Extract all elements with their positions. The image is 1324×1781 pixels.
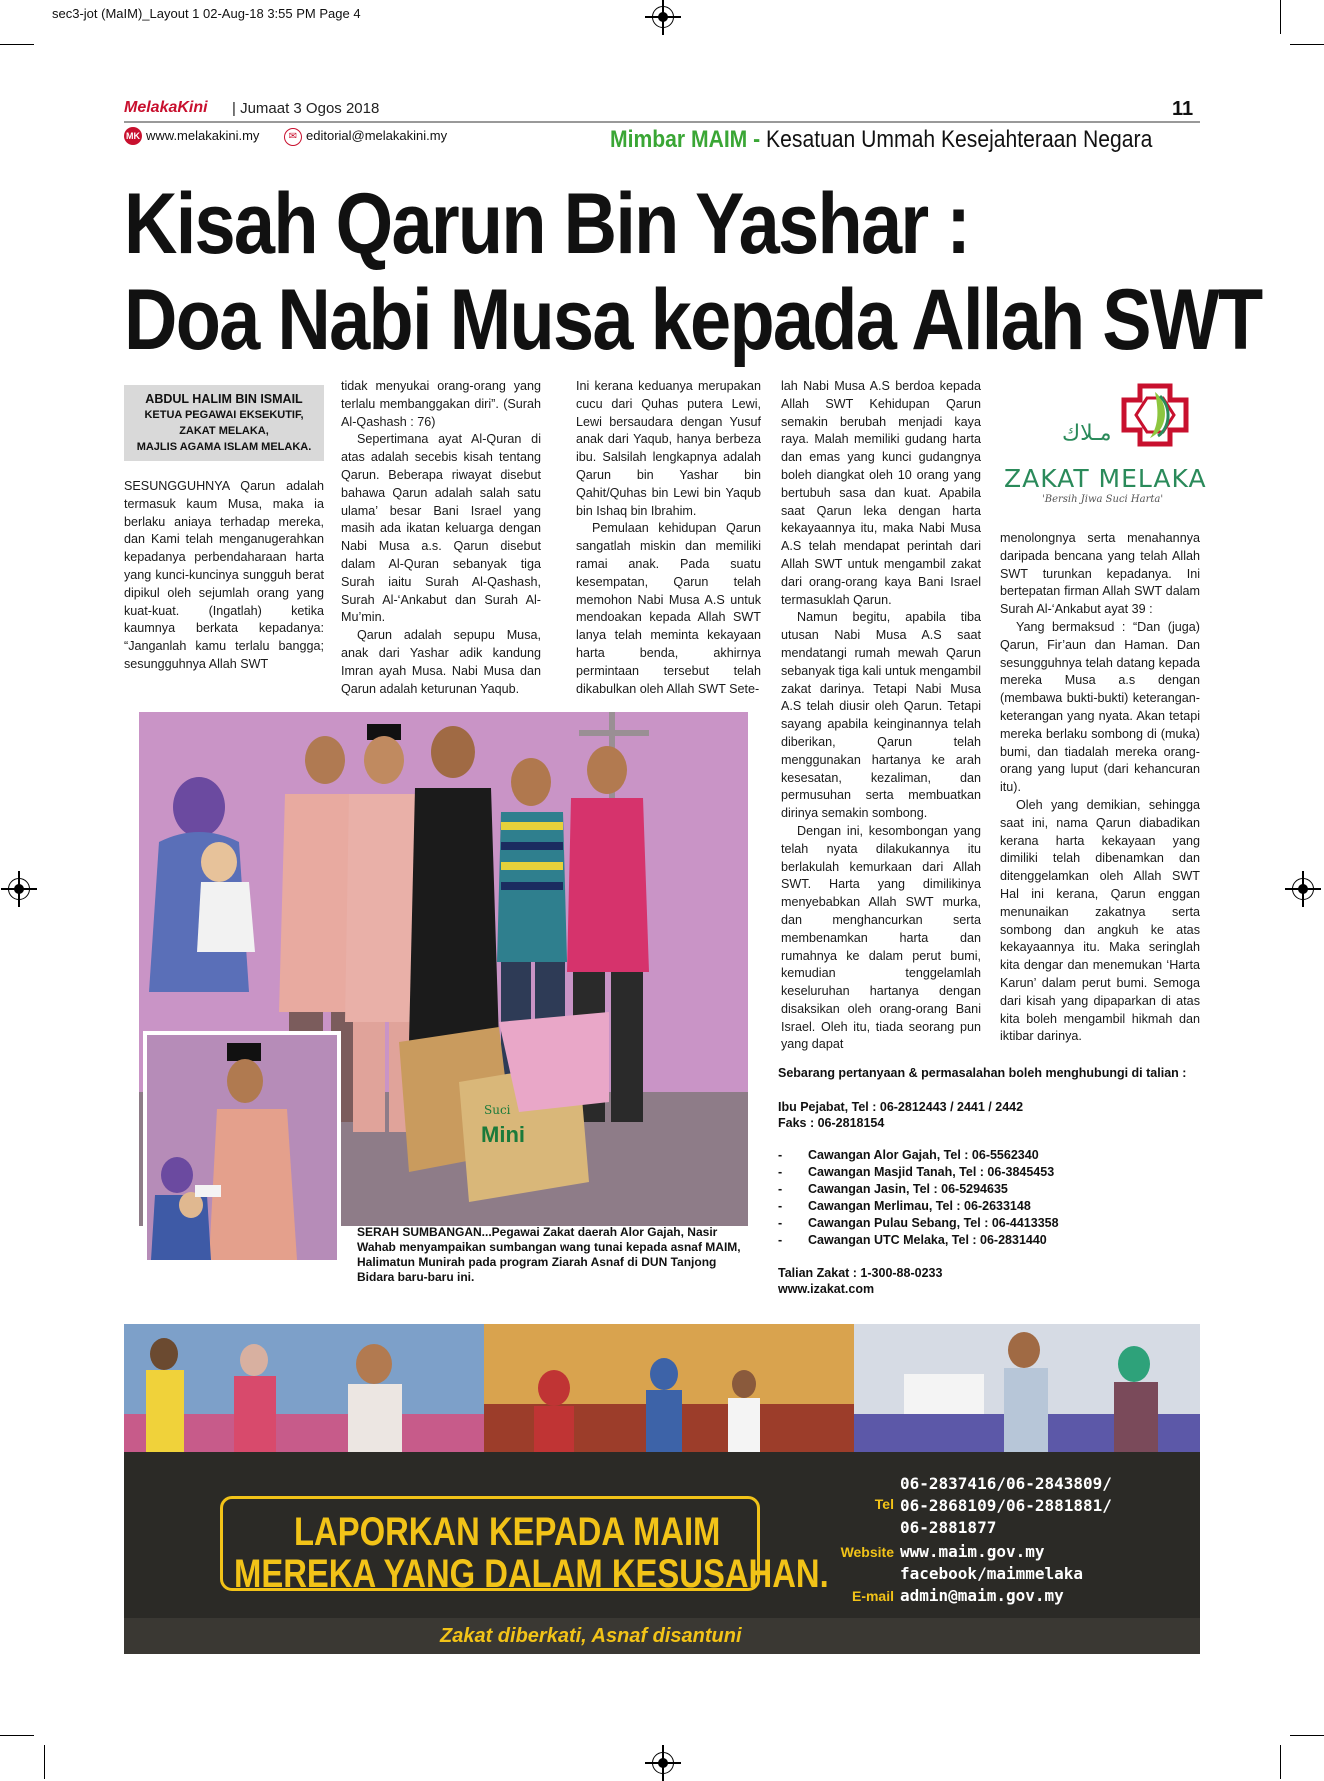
- contact-hq: Ibu Pejabat, Tel : 06-2812443 / 2441 / 2442: [778, 1100, 1024, 1114]
- website-link[interactable]: www.melakakini.my: [146, 128, 260, 143]
- crop-mark: [44, 1745, 45, 1779]
- headline-line-1: Kisah Qarun Bin Yashar :: [124, 176, 970, 272]
- article-paragraph: Qarun adalah sepupu Musa, anak dari Yashar adik kandung Imran ayah Musa. Nabi Musa dan Qarun adalah keturunan Yaqub.: [341, 628, 541, 696]
- header-divider: [124, 121, 1200, 123]
- donation-photo-illustration: [147, 1035, 337, 1260]
- banner-footer-text: Zakat diberkati, Asnaf disantuni: [440, 1625, 742, 1647]
- article-paragraph: menolongnya serta menahannya daripada bencana yang telah Allah SWT turunkan kepadanya. Ini bertepatan firman Allah SWT dalam Surah Al-‘Ankabut ayat 39 :: [1000, 531, 1200, 617]
- article-paragraph: Sepertimana ayat Al-Quran di atas adalah secebis kisah tentang Qarun. Beberapa riwayat disebut bahawa Qarun adalah salah satu ulama’ besar Bani Israel yang masih ada ikatan keluarga dengan Nabi Musa a.s. Qarun disebut dalam Al-Quran sebanyak tiga Surah iaitu Surah Al-Qashash, Surah Al-‘Ankabut dan Surah Al-Mu’min.: [341, 432, 541, 625]
- banner-website[interactable]: www.maim.gov.my: [900, 1542, 1045, 1561]
- article-column-1: [124, 478, 324, 674]
- registration-mark-icon: [652, 1752, 674, 1774]
- banner-email-label: E-mail: [851, 1588, 894, 1604]
- article-headline: [124, 176, 1262, 368]
- author-title-1: KETUA PEGAWAI EKSEKUTIF,: [144, 409, 304, 421]
- contact-intro: Sebarang pertanyaan & permasalahan boleh menghubungi di talian :: [778, 1066, 1187, 1080]
- crop-mark: [1280, 0, 1281, 34]
- branch-text: Cawangan Jasin, Tel : 06-5294635: [808, 1182, 1008, 1196]
- byline-box: [124, 385, 324, 461]
- article-paragraph: Ini kerana keduanya merupakan cucu dari Quhas putera Lewi, Lewi bersaudara dengan Yusuf anak dari Yaqub, hanya berbeza ibu. Salsilah lengkapnya adalah Qarun bin Yashar bin Qahit/Quhas bin Lewi bin Yaqub bin Ishaq bin Ibrahim.: [576, 379, 761, 518]
- email-link[interactable]: editorial@melakakini.my: [306, 128, 448, 143]
- registration-mark-icon: [1292, 878, 1314, 900]
- article-paragraph: Namun begitu, apabila tiba utusan Nabi Musa A.S saat mendatangi rumah mewah Qarun sebanyak tiga kali untuk mengambil zakat darinya. Tetapi Nabi Musa A.S telah diusir oleh Qarun. Tetapi sayang apabila keinginannya telah diberikan, Qarun telah menggunakan hartanya ke arah kesesatan, kezaliman, dan permusuhan serta membuatkan dirinya semakin sombong.: [781, 610, 981, 821]
- branch-item: - Cawangan Merlimau, Tel : 06-2633148: [778, 1199, 1031, 1213]
- banner-facebook[interactable]: facebook/maimmelaka: [900, 1564, 1084, 1583]
- registration-mark-icon: [8, 878, 30, 900]
- article-column-4: [781, 378, 981, 1054]
- section-title-main: Mimbar MAIM -: [610, 126, 761, 153]
- section-title: [610, 126, 1152, 154]
- branch-text: Cawangan Merlimau, Tel : 06-2633148: [808, 1199, 1031, 1213]
- headline-line-2: Doa Nabi Musa kepada Allah SWT: [124, 272, 1262, 368]
- crop-mark: [1290, 44, 1324, 45]
- banner-email[interactable]: admin@maim.gov.my: [900, 1586, 1064, 1605]
- photo-caption: SERAH SUMBANGAN...Pegawai Zakat daerah Alor Gajah, Nasir Wahab menyampaikan sumbangan wang tunai kepada asnaf MAIM, Halimatun Munirah pada program Ziarah Asnaf di DUN Tanjong Bidara baru-baru ini.: [357, 1225, 741, 1284]
- masthead-logo: MelakaKini: [124, 99, 208, 116]
- branch-item: - Cawangan Masjid Tanah, Tel : 06-3845453: [778, 1165, 1055, 1179]
- crop-mark: [1290, 1735, 1324, 1736]
- article-paragraph: Pemulaan kehidupan Qarun sangatlah miskin dan memiliki ramai anak. Pada suatu kesempatan, Qarun telah memohon Nabi Musa A.S untuk mendoakan kepada Allah SWT lanya telah meminta kekayaan harta benda, akhirnya permintaan tersebut telah dikabulkan oleh Allah SWT Sete-: [576, 521, 761, 696]
- inset-photo: [143, 1031, 341, 1264]
- banner-line-2: MEREKA YANG DALAM KESUSAHAN.: [234, 1552, 829, 1596]
- branch-text: Cawangan Pulau Sebang, Tel : 06-4413358: [808, 1216, 1059, 1230]
- banner-tel-3: 06-2881877: [900, 1518, 997, 1537]
- zakat-hotline: Talian Zakat : 1-300-88-0233: [778, 1266, 943, 1280]
- zakat-logo-name: ZAKAT MELAKA: [1004, 464, 1207, 493]
- article-paragraph: Dengan ini, kesombongan yang telah nyata dilakukannya itu berlakulah kemurkaan dari Allah SWT. Harta yang dimilikinya menyebabkan Allah SWT murka, dan menghancurkan serta membenamkan harta dan rumahnya ke dalam perut bumi, kemudian tenggelamlah keseluruhan hartanya dengan disaksikan oleh orang-orang Bani Israel. Oleh itu, tiada seorang pun yang dapat: [781, 823, 981, 1052]
- branch-text: Cawangan Alor Gajah, Tel : 06-5562340: [808, 1148, 1039, 1162]
- crop-mark: [0, 1735, 34, 1736]
- article-paragraph: lah Nabi Musa A.S berdoa kepada Allah SWT Kehidupan Qarun semakin berubah menjadi kaya raya. Malah memiliki gudang harta dan emas yang kunci gudangnya boleh diangkat oleh 10 orang yang bertubuh sasa dan kuat. Apabila saat Qarun leka dengan harta kekayaannya itu, maka Nabi Musa A.S telah mendapat perintah dari Allah SWT untuk mengambil zakat dari orang-orang kaya Bani Israel termasuklah Qarun.: [781, 379, 981, 607]
- banner-tel-label: Tel: [874, 1496, 894, 1512]
- melakakini-icon: MK: [124, 127, 142, 145]
- article-paragraph: Yang bermaksud : “Dan (juga) Qarun, Fir’aun dan Haman. Dan sesungguhnya telah datang kepada mereka Musa a.s dengan (membawa bukti-bukti) keterangan-keterangan yang nyata. Akan tetapi mereka berlaku sombong di (muka) bumi, dan tiadalah mereka orang-orang yang luput (dari kehancuran itu).: [1000, 619, 1200, 795]
- branch-item: - Cawangan UTC Melaka, Tel : 06-2831440: [778, 1233, 1047, 1247]
- maim-banner: [124, 1452, 1200, 1620]
- banner-tel-1: 06-2837416/06-2843809/: [900, 1474, 1112, 1493]
- author-name: ABDUL HALIM BIN ISMAIL: [145, 392, 303, 406]
- contact-fax: Faks : 06-2818154: [778, 1116, 885, 1130]
- author-title-2: ZAKAT MELAKA,: [179, 425, 269, 437]
- article-column-5: [1000, 530, 1200, 1046]
- box-brand-label: Mini: [481, 1122, 525, 1147]
- article-paragraph: tidak menyukai orang-orang yang terlalu membanggakan diri”. (Surah Al-Qashash : 76): [341, 379, 541, 429]
- zakat-website[interactable]: www.izakat.com: [778, 1282, 875, 1296]
- branch-item: - Cawangan Alor Gajah, Tel : 06-5562340: [778, 1148, 1039, 1162]
- branch-text: Cawangan UTC Melaka, Tel : 06-2831440: [808, 1233, 1047, 1247]
- registration-mark-icon: [652, 6, 674, 28]
- zakat-arabic-text: مـلاك: [1062, 421, 1112, 446]
- article-paragraph: SESUNGGUHNYA Qarun adalah termasuk kaum Musa, maka ia berlaku aniaya terhadap mereka, dan Kami telah menganugerahkan kepadanya perbendaharaan harta yang kunci-kuncinya sungguh berat dipikul oleh sejumlah orang yang kuat-kuat. (Ingatlah) ketika kaumnya berkata kepadanya: “Janganlah kamu terlalu bangga; sesungguhnya Allah SWT: [124, 479, 324, 671]
- article-paragraph: Oleh yang demikian, sehingga saat ini, nama Qarun diabadikan kerana harta kekayaan yang dimiliki telah dibenamkan dan ditenggelamkan oleh Allah SWT Hal ini kerana, Qarun enggan menunaikan zakatnya serta sombong dan angkuh ke atas kekayaannya itu. Maka seringlah kita dengar dan menemukan ‘Harta Karun’ dalam perut bumi. Semoga dari kisah yang dipaparkan di atas kita boleh mengambil hikmah dan iktibar darinya.: [1000, 797, 1200, 1044]
- section-subtitle: Kesatuan Ummah Kesejahteraan Negara: [760, 126, 1153, 153]
- box-brand-sub: Suci: [484, 1103, 511, 1117]
- activity-photos-illustration: [124, 1324, 1200, 1452]
- banner-line-1: LAPORKAN KEPADA MAIM: [294, 1510, 721, 1554]
- zakat-logo-tagline: 'Bersih Jiwa Suci Harta': [1042, 494, 1164, 505]
- article-column-2: [341, 378, 541, 698]
- issue-date: | Jumaat 3 Ogos 2018: [232, 100, 380, 117]
- crop-mark: [0, 44, 34, 45]
- email-icon: ✉: [284, 128, 302, 146]
- page-number: 11: [1172, 98, 1194, 120]
- branch-item: - Cawangan Pulau Sebang, Tel : 06-4413358: [778, 1216, 1059, 1230]
- branch-item: - Cawangan Jasin, Tel : 06-5294635: [778, 1182, 1008, 1196]
- banner-tel-2: 06-2868109/06-2881881/: [900, 1496, 1112, 1515]
- branch-text: Cawangan Masjid Tanah, Tel : 06-3845453: [808, 1165, 1055, 1179]
- article-column-3: [576, 378, 761, 698]
- photo-strip: [124, 1324, 1200, 1452]
- banner-web-label: Website: [840, 1544, 894, 1560]
- author-title-3: MAJLIS AGAMA ISLAM MELAKA.: [136, 441, 312, 453]
- print-slug: sec3-jot (MaIM)_Layout 1 02-Aug-18 3:55 PM Page 4: [52, 6, 361, 21]
- crop-mark: [1280, 1745, 1281, 1779]
